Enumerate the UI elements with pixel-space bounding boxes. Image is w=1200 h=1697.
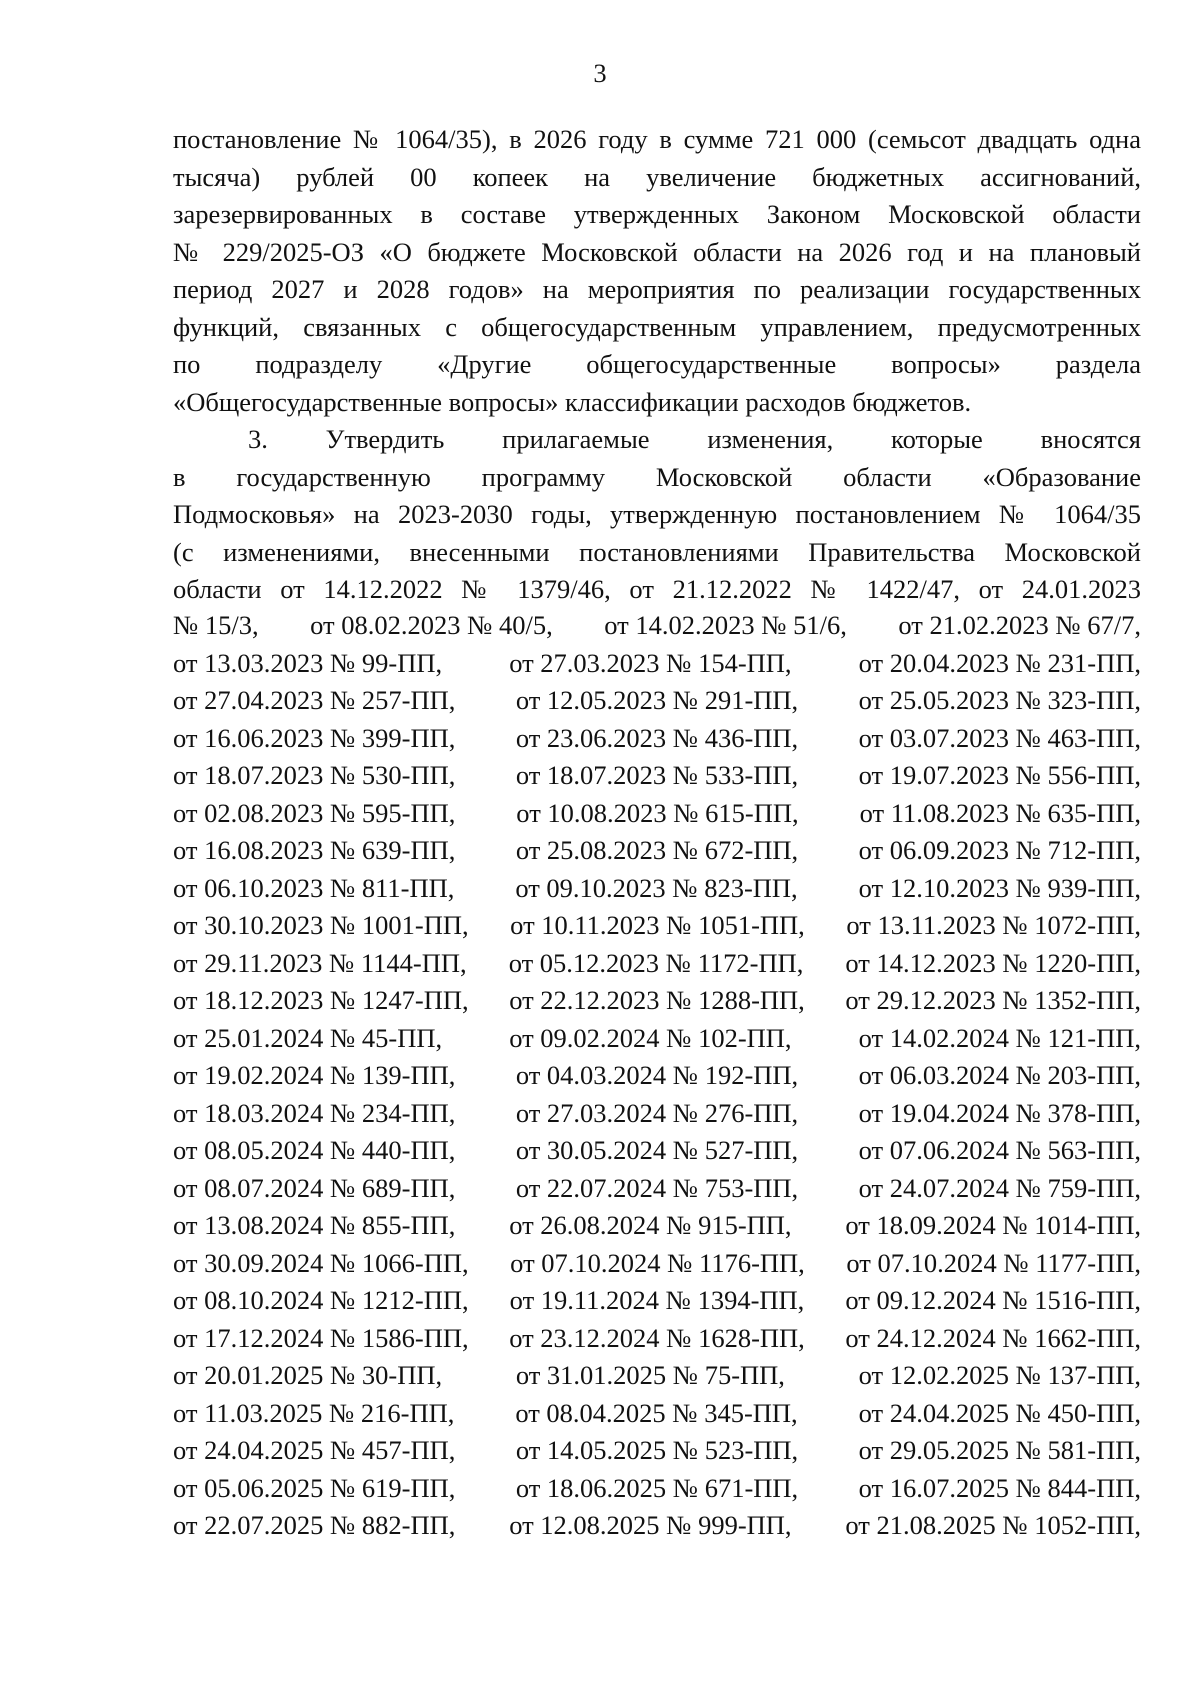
amendment-entry: от 16.07.2025 № 844-ПП, [858,1472,1141,1503]
amendment-entry: от 19.07.2023 № 556-ПП, [858,760,1141,790]
amendment-entry: от 06.03.2024 № 203-ПП, [858,1060,1141,1090]
amendment-line [173,1395,1141,1433]
amendment-entry: от 22.07.2024 № 753-ПП, [515,1172,799,1203]
paragraph-line: период 2027 и 2028 годов» на мероприятия по реализации государственных [173,274,1141,304]
amendment-entry: от 30.10.2023 № 1001-ПП, [173,910,469,940]
amendment-line [173,1282,1141,1320]
amendment-entry: от 12.02.2025 № 137-ПП, [858,1360,1141,1390]
amendment-entry: от 06.09.2023 № 712-ПП, [858,835,1141,865]
amendment-entry: от 08.05.2024 № 440-ПП, [173,1135,456,1165]
amendment-entry: от 14.05.2025 № 523-ПП, [515,1435,799,1465]
amendment-entry: от 16.06.2023 № 399-ПП, [173,722,456,753]
amendment-entry: от 24.12.2024 № 1662-ПП, [845,1322,1141,1353]
amendment-entry: от 20.04.2023 № 231-ПП, [858,647,1141,678]
amendment-entry: от 13.08.2024 № 855-ПП, [173,1210,456,1240]
paragraph-line: области от 14.12.2022 № 1379/46, от 21.12.2022 № 1422/47, от 24.01.2023 [173,574,1141,604]
amendment-entry: от 18.07.2023 № 533-ПП, [515,760,799,790]
amendment-entry: от 12.05.2023 № 291-ПП, [515,685,799,715]
amendment-entry: № 15/3, [173,610,259,640]
amendment-entry: от 24.07.2024 № 759-ПП, [858,1172,1141,1203]
amendment-line [173,1357,1141,1395]
amendment-entry: от 19.02.2024 № 139-ПП, [173,1060,456,1090]
amendment-entry: от 02.08.2023 № 595-ПП, [173,797,456,828]
amendment-entry: от 10.11.2023 № 1051-ПП, [510,910,805,940]
amendment-line [173,1320,1141,1358]
amendment-line [173,1170,1141,1208]
amendment-entry: от 12.08.2025 № 999-ПП, [509,1510,792,1540]
paragraph-line: 3. Утвердить прилагаемые изменения, которые вносятся [248,424,1141,454]
amendment-entry: от 03.07.2023 № 463-ПП, [858,722,1141,753]
amendment-entry: от 27.03.2024 № 276-ПП, [515,1097,799,1128]
paragraph-line: в государственную программу Московской области «Образование [173,461,1141,492]
amendment-line [173,832,1141,870]
amendment-line [173,1432,1141,1470]
amendment-entry: от 23.06.2023 № 436-ПП, [515,722,799,753]
amendment-entry: от 09.12.2024 № 1516-ПП, [845,1285,1141,1315]
amendment-entry: от 30.09.2024 № 1066-ПП, [173,1247,469,1278]
amendment-entry: от 30.05.2024 № 527-ПП, [515,1135,799,1165]
amendment-line [173,1132,1141,1170]
amendment-entry: от 18.12.2023 № 1247-ПП, [173,985,469,1015]
amendment-entry: от 14.02.2023 № 51/6, [604,610,847,640]
amendment-entry: от 05.06.2025 № 619-ПП, [173,1472,456,1503]
amendment-entry: от 17.12.2024 № 1586-ПП, [173,1322,469,1353]
amendment-line [173,1095,1141,1133]
paragraph-line: функций, связанных с общегосударственным управлением, предусмотренных [173,311,1141,342]
amendment-entry: от 13.11.2023 № 1072-ПП, [846,910,1141,940]
amendment-entry: от 07.10.2024 № 1177-ПП, [846,1247,1141,1278]
amendment-entry: от 18.03.2024 № 234-ПП, [173,1097,456,1128]
amendment-entry: от 20.01.2025 № 30-ПП, [173,1360,443,1390]
amendment-entry: от 22.07.2025 № 882-ПП, [173,1510,456,1540]
amendment-entry: от 16.08.2023 № 639-ПП, [173,835,456,865]
paragraph-line: по подразделу «Другие общегосударственные вопросы» раздела [173,349,1141,379]
amendment-entry: от 23.12.2024 № 1628-ПП, [509,1322,805,1353]
amendment-entry: от 09.02.2024 № 102-ПП, [509,1022,792,1053]
amendment-entry: от 29.11.2023 № 1144-ПП, [173,947,467,978]
amendment-line [173,645,1141,683]
amendment-line [173,1020,1141,1058]
amendment-line [173,1207,1141,1245]
amendment-entry: от 25.08.2023 № 672-ПП, [515,835,799,865]
amendment-line [173,682,1141,720]
amendment-entry: от 11.08.2023 № 635-ПП, [859,797,1141,828]
amendment-entry: от 19.11.2024 № 1394-ПП, [509,1285,805,1315]
amendment-line [173,720,1141,758]
amendment-entry: от 08.02.2023 № 40/5, [310,610,553,640]
paragraph-line: «Общегосударственные вопросы» классификации расходов бюджетов. [173,386,972,417]
paragraph-line: постановление № 1064/35), в 2026 году в сумме 721 000 (семьсот двадцать одна [173,124,1141,154]
amendment-entry: от 21.02.2023 № 67/7, [898,610,1141,640]
amendment-line [173,757,1141,795]
amendment-entry: от 25.05.2023 № 323-ПП, [858,685,1141,715]
amendment-entry: от 21.08.2025 № 1052-ПП, [845,1510,1141,1540]
amendment-entry: от 24.04.2025 № 450-ПП, [858,1397,1141,1428]
paragraph-line: зарезервированных в составе утвержденных Законом Московской области [173,199,1141,229]
amendment-entry: от 29.05.2025 № 581-ПП, [858,1435,1141,1465]
paragraph-line: (с изменениями, внесенными постановлениями Правительства Московской [173,536,1141,567]
amendment-entry: от 10.08.2023 № 615-ПП, [516,797,799,828]
amendment-entry: от 24.04.2025 № 457-ПП, [173,1435,456,1465]
body-text [173,121,1141,609]
amendment-entry: от 31.01.2025 № 75-ПП, [515,1360,785,1390]
amendment-entry: от 14.02.2024 № 121-ПП, [858,1022,1141,1053]
amendment-entry: от 06.10.2023 № 811-ПП, [173,872,455,903]
paragraph-line: № 229/2025-ОЗ «О бюджете Московской области на 2026 год и на плановый [173,236,1141,267]
amendment-entry: от 08.07.2024 № 689-ПП, [173,1172,456,1203]
amendment-entry: от 04.03.2024 № 192-ПП, [515,1060,799,1090]
amendment-entry: от 18.09.2024 № 1014-ПП, [845,1210,1141,1240]
amendment-entry: от 18.06.2025 № 671-ПП, [515,1472,799,1503]
paragraph-line: тысяча) рублей 00 копеек на увеличение бюджетных ассигнований, [173,161,1141,192]
amendment-list [173,607,1141,1545]
amendment-entry: от 08.04.2025 № 345-ПП, [515,1397,798,1428]
amendment-entry: от 08.10.2024 № 1212-ПП, [173,1285,469,1315]
amendment-entry: от 09.10.2023 № 823-ПП, [515,872,798,903]
amendment-entry: от 27.03.2023 № 154-ПП, [509,647,792,678]
amendment-line [173,1470,1141,1508]
amendment-entry: от 12.10.2023 № 939-ПП, [858,872,1141,903]
amendment-entry: от 18.07.2023 № 530-ПП, [173,760,456,790]
amendment-line [173,870,1141,908]
amendment-line [173,1507,1141,1545]
amendment-entry: от 25.01.2024 № 45-ПП, [173,1022,443,1053]
amendment-entry: от 22.12.2023 № 1288-ПП, [509,985,805,1015]
paragraph-line: Подмосковья» на 2023-2030 годы, утвержденную постановлением № 1064/35 [173,499,1141,529]
amendment-entry: от 11.03.2025 № 216-ПП, [173,1397,455,1428]
amendment-entry: от 13.03.2023 № 99-ПП, [173,647,443,678]
amendment-line [173,1057,1141,1095]
amendment-entry: от 05.12.2023 № 1172-ПП, [508,947,804,978]
amendment-line [173,1245,1141,1283]
amendment-line [173,907,1141,945]
amendment-line [173,795,1141,833]
amendment-entry: от 29.12.2023 № 1352-ПП, [845,985,1141,1015]
amendment-entry: от 26.08.2024 № 915-ПП, [509,1210,792,1240]
amendment-entry: от 27.04.2023 № 257-ПП, [173,685,456,715]
amendment-entry: от 07.10.2024 № 1176-ПП, [510,1247,805,1278]
amendment-line [173,607,1141,645]
amendment-entry: от 07.06.2024 № 563-ПП, [858,1135,1141,1165]
amendment-line [173,945,1141,983]
amendment-line [173,982,1141,1020]
page-number: 3 [593,58,607,88]
amendment-entry: от 19.04.2024 № 378-ПП, [858,1097,1141,1128]
amendment-entry: от 14.12.2023 № 1220-ПП, [845,947,1141,978]
